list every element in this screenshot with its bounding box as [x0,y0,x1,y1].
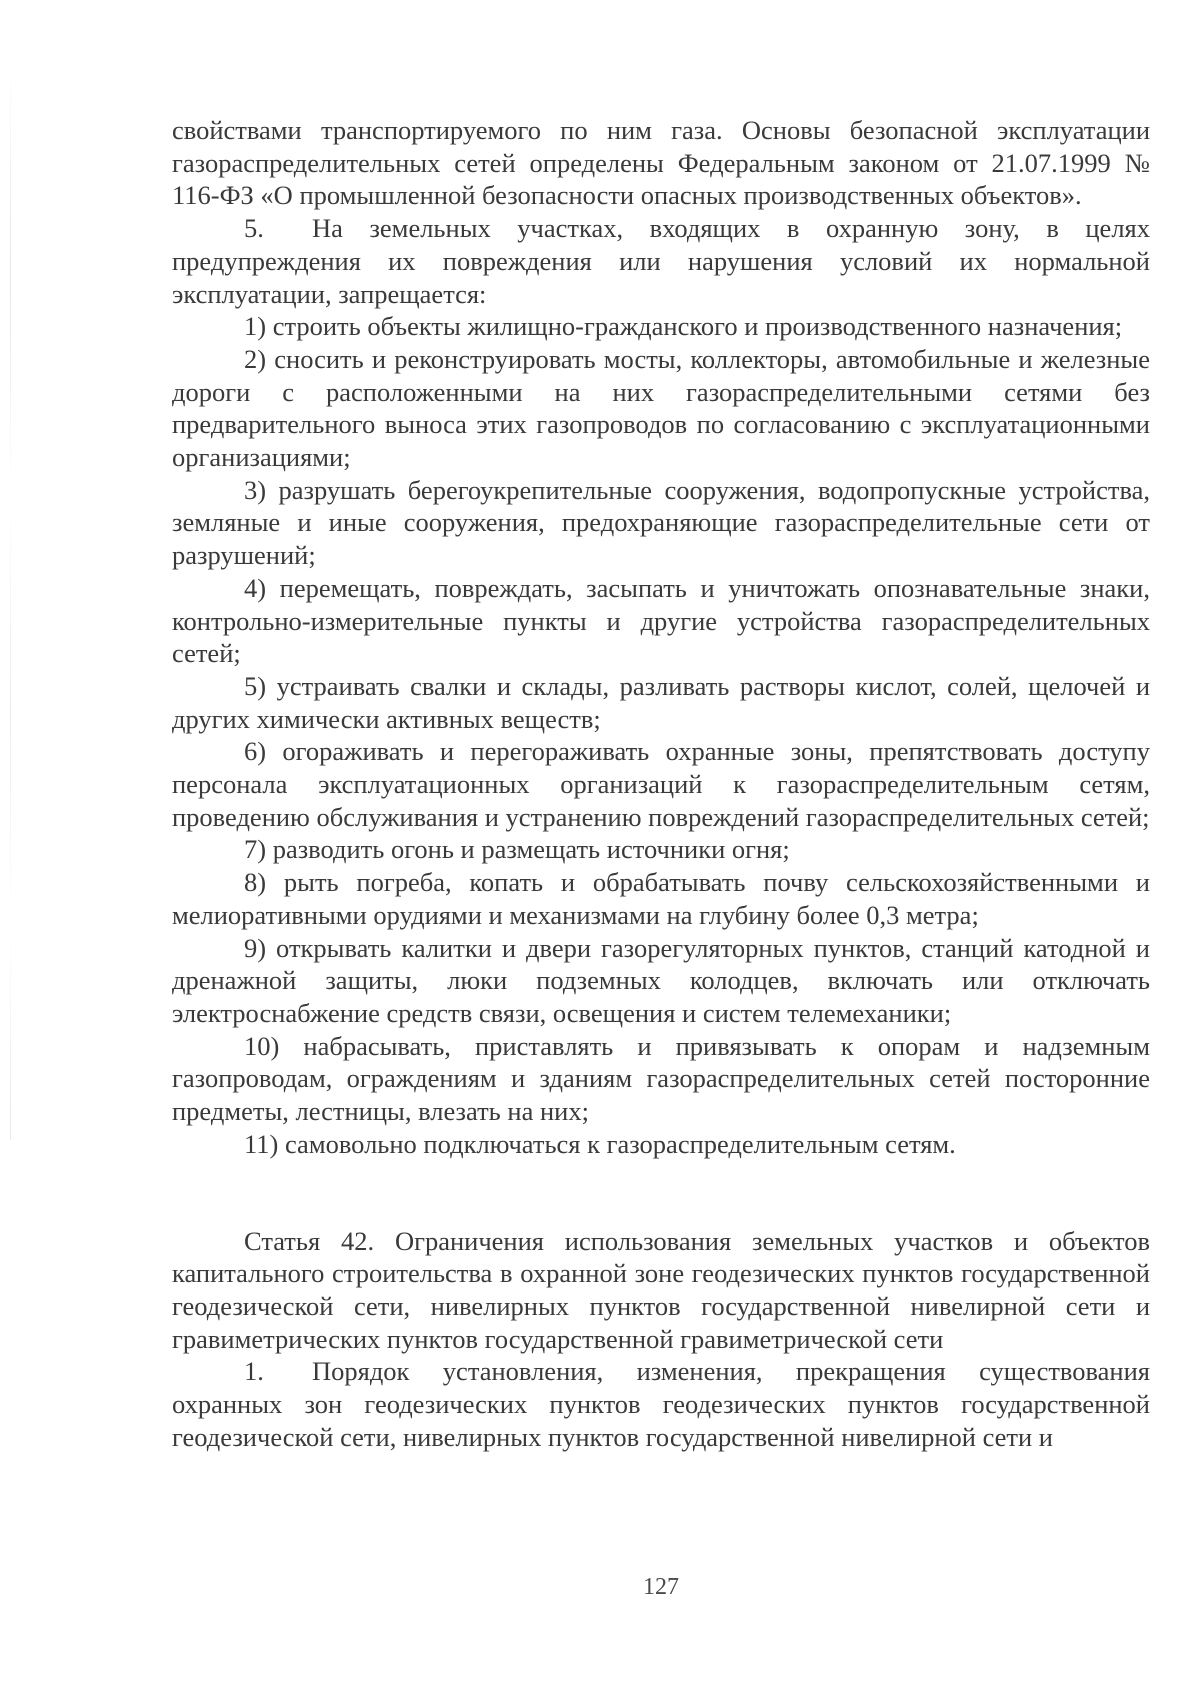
list-item-8: 8) рыть погреба, копать и обрабатывать почву сельскохозяйственными и мелиоративными орудиями и механизмами на глубину более 0,3 метра; [172,867,1150,930]
list-item-7: 7) разводить огонь и размещать источники огня; [244,834,790,865]
page-number: 127 [643,1574,679,1600]
list-item-4: 4) перемещать, повреждать, засыпать и уничтожать опознавательные знаки, контрольно-измерительные пункты и другие устройства газораспределительных сетей; [172,572,1150,669]
clause-5-number: 5. [244,213,264,244]
list-item-9: 9) открывать калитки и двери газорегуляторных пунктов, станций катодной и дренажной защиты, люки подземных колодцев, включать или отключать электроснабжение средств связи, освещения и систем телемеханики; [172,932,1150,1028]
list-item-11: 11) самовольно подключаться к газораспределительным сетям. [244,1128,956,1159]
clause-1-number: 1. [244,1356,264,1387]
scan-edge-artifact [10,60,11,1140]
document-body [172,114,1150,1453]
intro-paragraph: свойствами транспортируемого по ним газа. Основы безопасной эксплуатации газораспределительных сетей определены Федеральным законом от 21.07.1999 № 116-ФЗ «О промышленной безопасности опасных производственных объектов». [172,115,1150,211]
clause-1-text: Порядок установления, изменения, прекращения существования охранных зон геодезических пунктов геодезических пунктов государственной геодезической сети, нивелирных пунктов государственной нивелирной сети и [172,1356,1150,1452]
article-42-heading: Статья 42. Ограничения использования земельных участков и объектов капитального строительства в охранной зоне геодезических пунктов государственной геодезической сети, нивелирных пунктов государственной нивелирной сети и гравиметрических пунктов государственной гравиметрической сети [172,1225,1150,1354]
list-item-6: 6) огораживать и перегораживать охранные зоны, препятствовать доступу персонала эксплуатационных организаций к газораспределительным сетям, проведению обслуживания и устранению повреждений газораспределительных сетей; [172,736,1150,832]
clause-1 [172,1355,1150,1453]
list-item-1: 1) строить объекты жилищно-гражданского и производственного назначения; [244,311,1123,342]
list-item-3: 3) разрушать берегоукрепительные сооружения, водопропускные устройства, земляные и иные сооружения, предохраняющие газораспределительные сети от разрушений; [172,474,1150,571]
list-item-5: 5) устраивать свалки и склады, разливать растворы кислот, солей, щелочей и других химически активных веществ; [172,670,1150,734]
clause-5 [172,212,1150,310]
list-item-2: 2) сносить и реконструировать мосты, коллекторы, автомобильные и железные дороги с расположенными на них газораспределительными сетями без предварительного выноса этих газопроводов по согласованию с эксплуатационными организациями; [172,343,1150,473]
list-item-10: 10) набрасывать, приставлять и привязывать к опорам и надземным газопроводам, ограждениям и зданиям газораспределительных сетей посторонние предметы, лестницы, влезать на них; [172,1030,1150,1127]
clause-5-text: На земельных участках, входящих в охранную зону, в целях предупреждения их повреждения или нарушения условий их нормальной эксплуатации, запрещается: [172,213,1150,309]
